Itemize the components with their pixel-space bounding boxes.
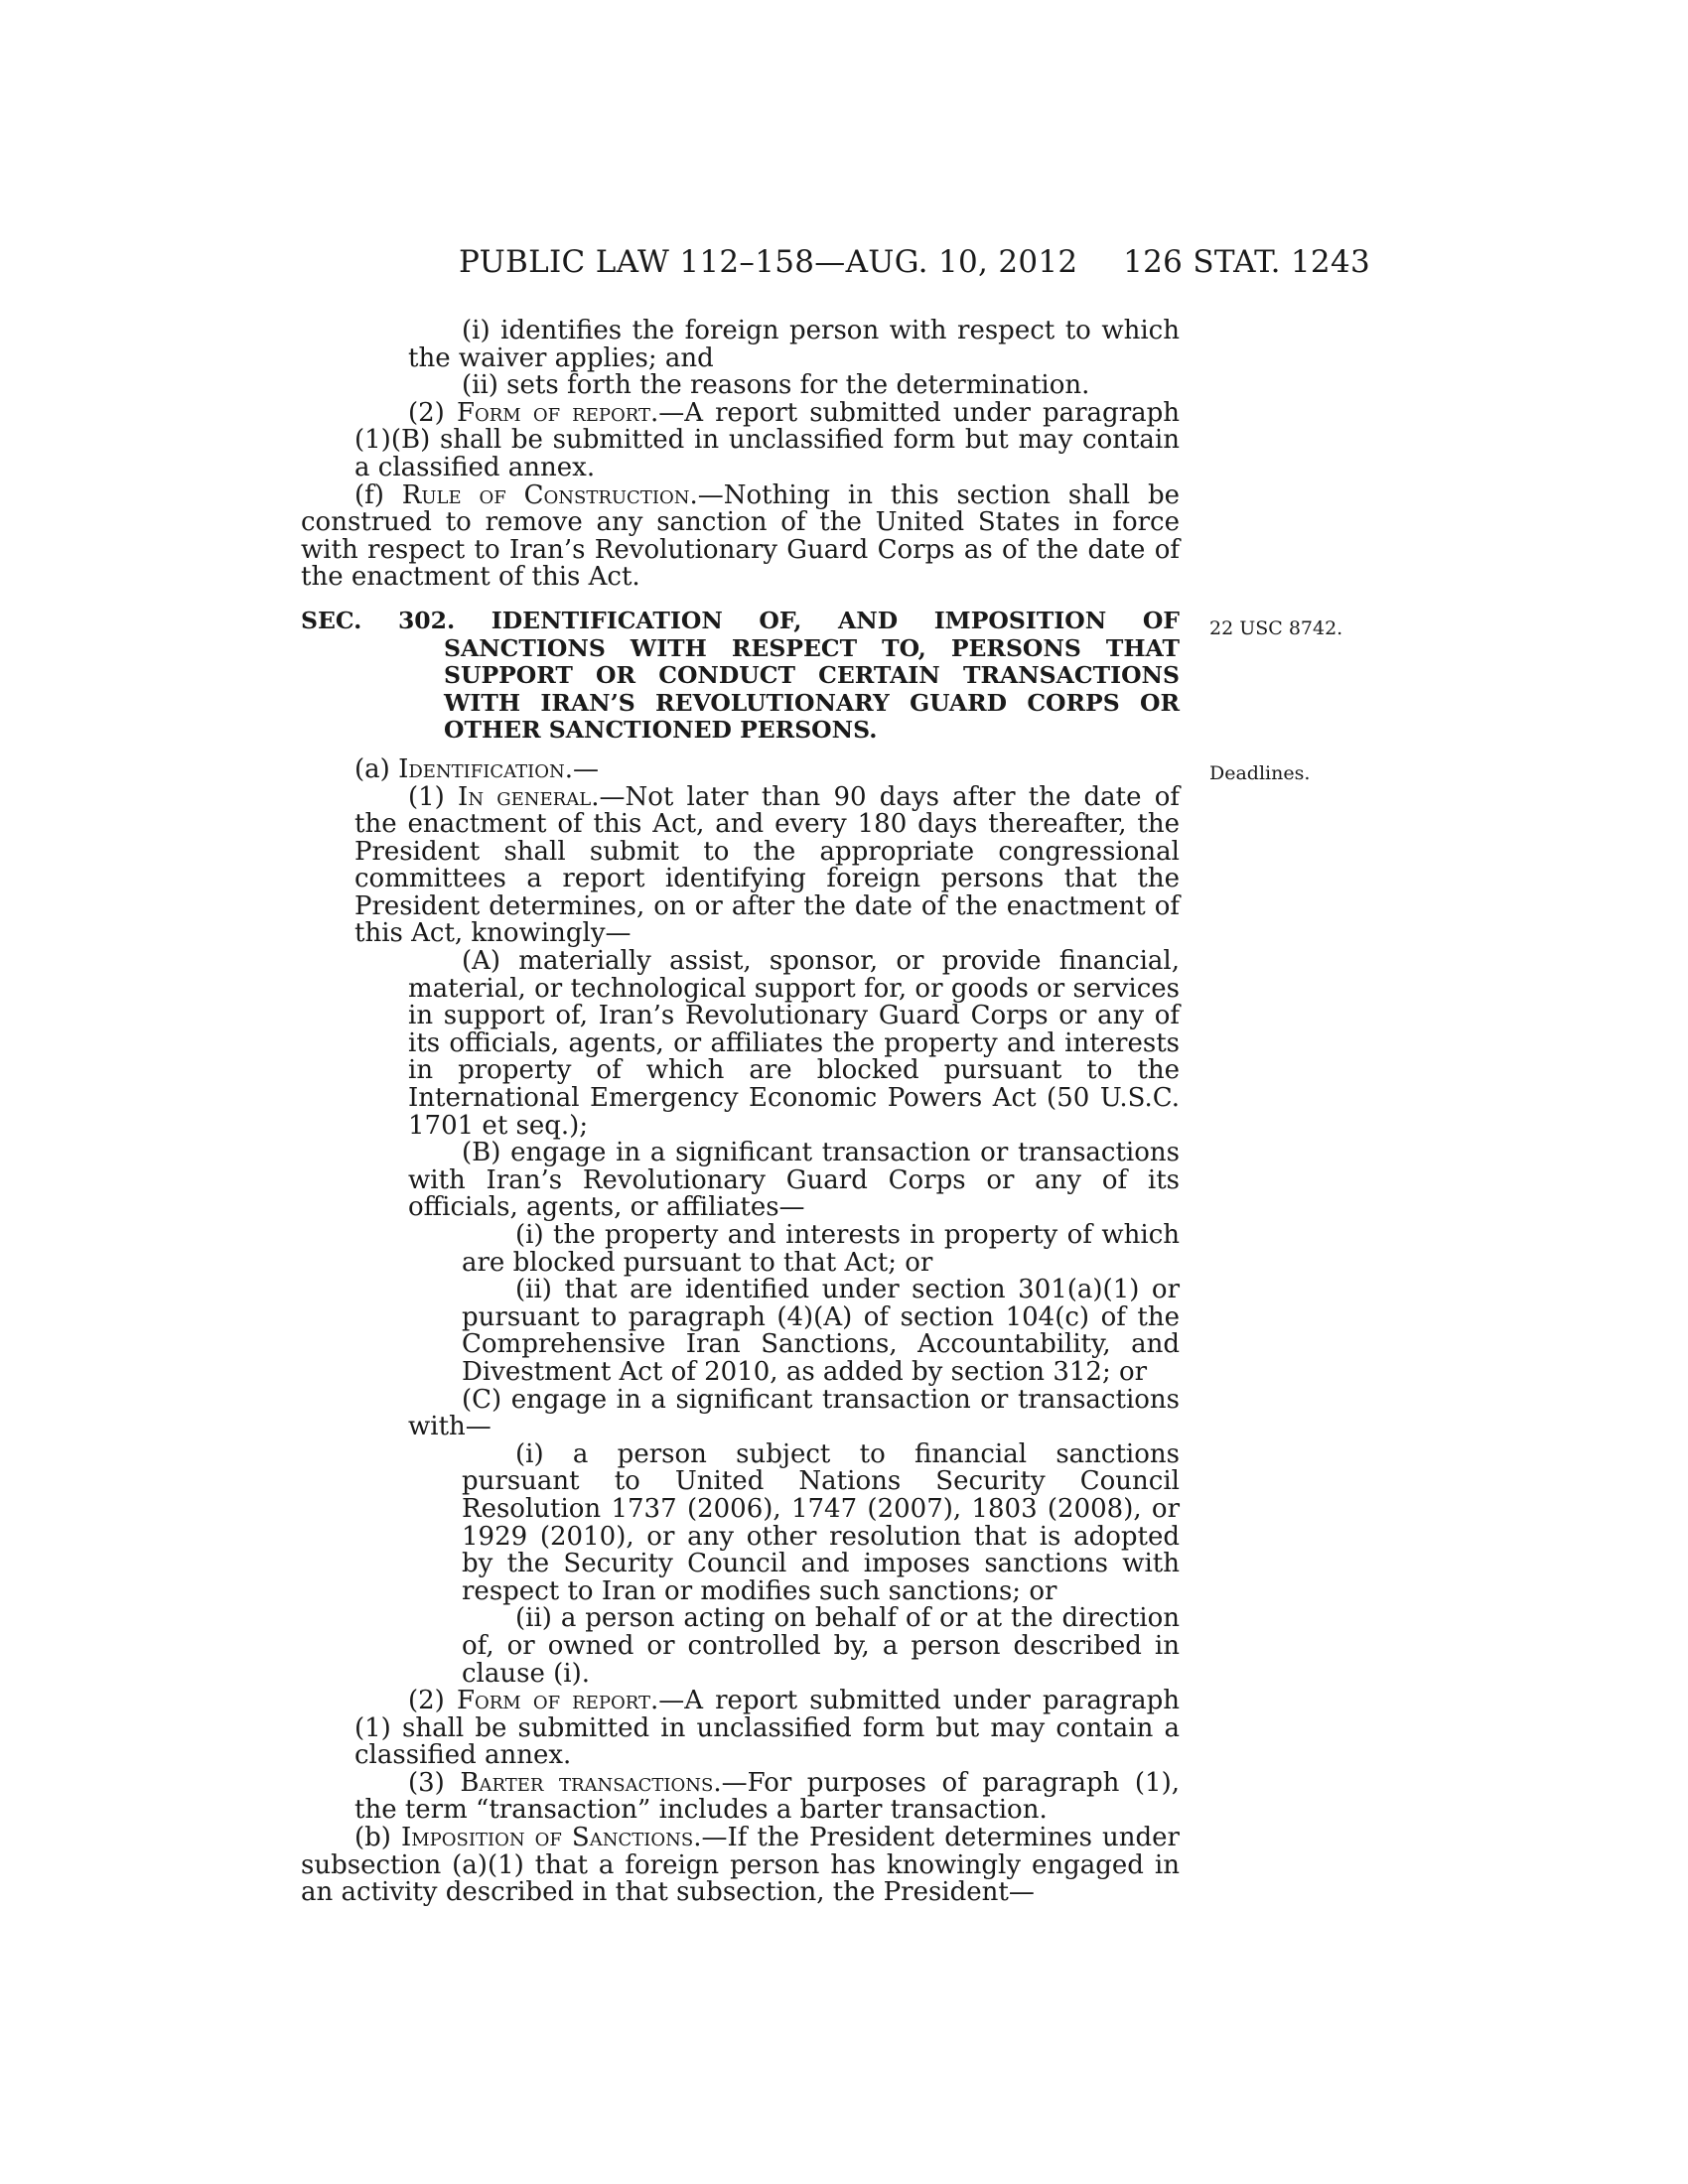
a2-text: .—A report submitted under paragraph (1) shall be submitted in unclassified form but may contain a classified annex.: [354, 1686, 1181, 1771]
f-number: (f): [354, 479, 402, 510]
margin-note-deadlines: Deadlines.: [1209, 762, 1311, 784]
paragraph-a-1: [301, 781, 1181, 949]
a3-number: (3): [408, 1767, 461, 1798]
stat-citation: 126 STAT. 1243: [1123, 244, 1370, 280]
clause-B-ii: (ii) that are identified under section 301(a)(1) or pursuant to paragraph (4)(A) of section 104(c) of the Comprehensive Iran Sanctions, Accountability, and Divestment Act of 2010, as added by section 312; or: [462, 1275, 1180, 1387]
a1-heading: In general: [458, 781, 592, 812]
b-text: .—If the President determines under subsection (a)(1) that a foreign person has knowingly engaged in an activity described in that subsection, the President—: [301, 1823, 1180, 1908]
clause-B-i: (i) the property and interests in property of which are blocked pursuant to that Act; or: [462, 1220, 1180, 1278]
clause-C-ii: (ii) a person acting on behalf of or at the direction of, or owned or controlled by, a person described in clause (i).: [462, 1603, 1180, 1689]
a2-number: (2): [408, 1686, 457, 1716]
page-header: [0, 244, 1688, 284]
b-heading: Imposition of Sanctions: [400, 1823, 694, 1853]
subsection-b: [301, 1825, 1180, 1907]
subparagraph-C: (C) engage in a significant transaction or transactions with—: [408, 1384, 1180, 1442]
public-law-citation: PUBLIC LAW 112–158—AUG. 10, 2012: [459, 244, 1078, 280]
statute-body: [301, 318, 1180, 1907]
e2-number: (2): [408, 397, 457, 428]
paragraph-a-3: [301, 1767, 1181, 1826]
a1-number: (1): [408, 781, 459, 812]
a3-text: .—For purposes of paragraph (1), the term “transaction” includes a barter transaction.: [354, 1767, 1181, 1826]
a1-text: .—Not later than 90 days after the date of the enactment of this Act, and every 180 days thereafter, the President shall submit to the appropriate congressional committees a report identifying foreign persons that the President determines, on or after the date of the enactment of this Act, knowingly—: [354, 781, 1181, 949]
b-number: (b): [354, 1823, 401, 1853]
a2-heading: Form of report: [456, 1686, 650, 1716]
paragraph-a-2: [301, 1688, 1180, 1770]
clause-C-i: (i) a person subject to financial sanctions pursuant to United Nations Security Council Resolution 1737 (2006), 1747 (2007), 1803 (2008), or 1929 (2010), or any other resolution that is adopted by the Security Council and imposes sanctions with respect to Iran or modifies such sanctions; or: [462, 1438, 1180, 1606]
e2-text: .—A report submitted under paragraph (1)(B) shall be submitted in unclassified form but may contain a classified annex.: [354, 397, 1181, 482]
a-text: .—: [564, 753, 600, 784]
subsection-f: [301, 479, 1180, 593]
f-text: .—Nothing in this section shall be construed to remove any sanction of the United States in force with respect to Iran’s Revolutionary Guard Corps as of the date of the enactment of this Act.: [301, 479, 1180, 593]
section-302-heading: SEC. 302. IDENTIFICATION OF, AND IMPOSITION OF SANCTIONS WITH RESPECT TO, PERSONS THAT SUPPORT OR CONDUCT CERTAIN TRANSACTIONS WITH IRAN’S REVOLUTIONARY GUARD CORPS OR OTHER SANCTIONED PERSONS.: [301, 606, 1180, 745]
clause-e-i: (i) identifies the foreign person with respect to which the waiver applies; and: [408, 316, 1180, 373]
a-heading: Identification: [398, 753, 565, 784]
subparagraph-A: (A) materially assist, sponsor, or provide financial, material, or technological support for, or goods or services in support of, Iran’s Revolutionary Guard Corps or any of its officials, agents, or affiliates the property and interests in property of which are blocked pursuant to the International Emergency Economic Powers Act (50 U.S.C. 1701 et seq.);: [408, 946, 1180, 1141]
margin-note-usc: 22 USC 8742.: [1209, 617, 1343, 639]
f-heading: Rule of Construction: [401, 479, 690, 510]
subsection-a: [301, 753, 1180, 784]
subparagraph-B: (B) engage in a significant transaction or transactions with Iran’s Revolutionary Guard Corps or any of its officials, agents, or affiliates—: [408, 1138, 1180, 1223]
a3-heading: Barter transactions: [460, 1767, 714, 1798]
e2-heading: Form of report: [456, 397, 650, 428]
paragraph-e-2: [301, 397, 1181, 482]
a-number: (a): [354, 753, 399, 784]
clause-e-ii: (ii) sets forth the reasons for the determination.: [462, 370, 1090, 401]
